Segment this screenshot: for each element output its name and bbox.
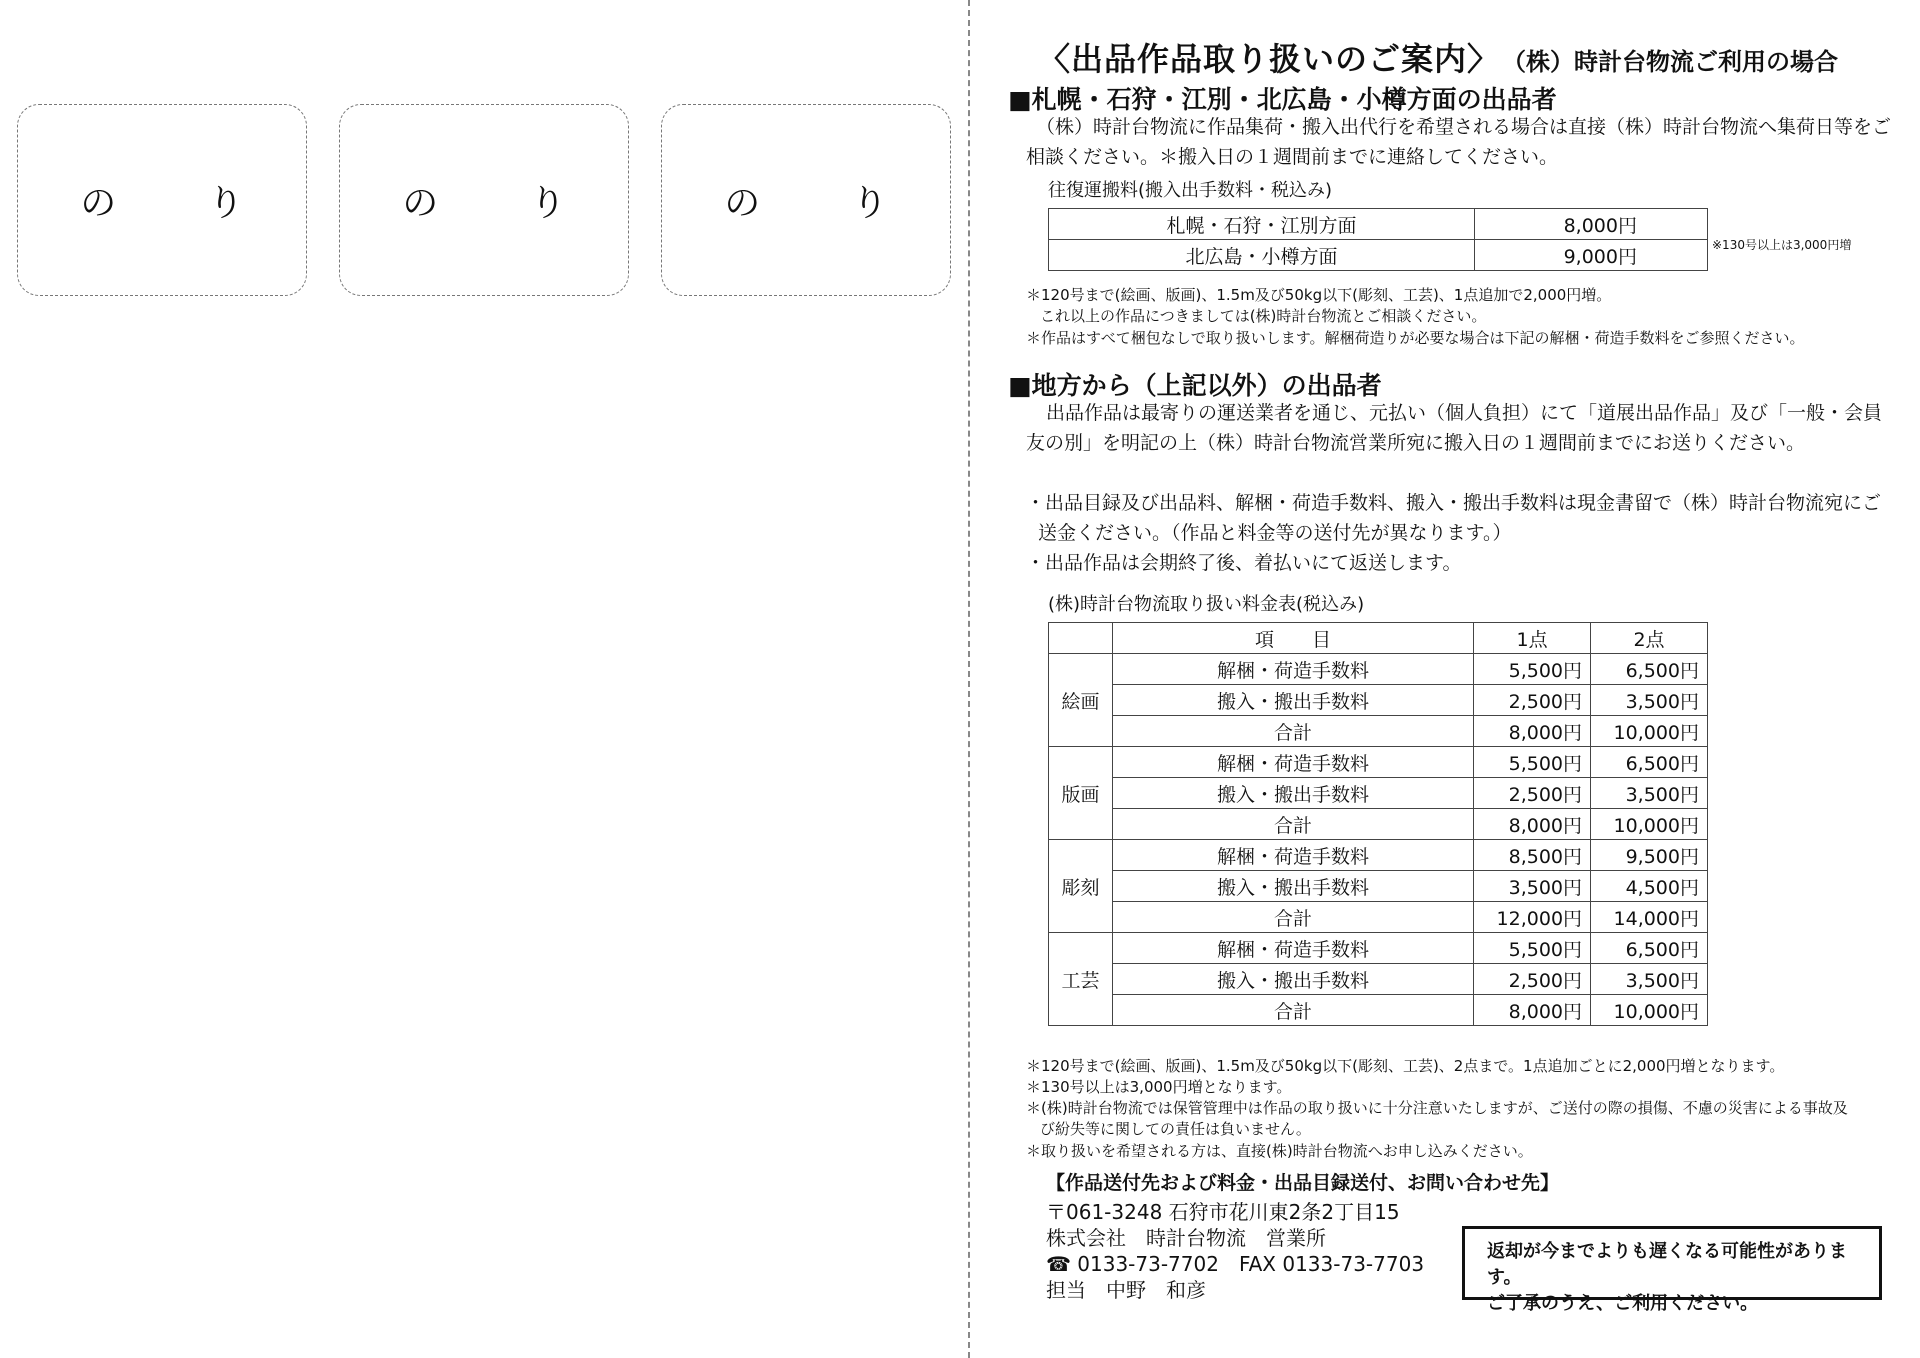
table-row <box>1049 871 1708 902</box>
title-sub: （株）時計台物流ご利用の場合 <box>1514 48 1839 76</box>
price-two-cell: 6,500円 <box>1591 747 1708 778</box>
table-row <box>1049 809 1708 840</box>
price-one-cell: 8,000円 <box>1474 716 1591 747</box>
item-cell: 合計 <box>1112 716 1473 747</box>
rate-note-2: ＊130号以上は3,000円増となります。 <box>1026 1078 1292 1096</box>
item-cell: 解梱・荷造手数料 <box>1112 840 1473 871</box>
fee-row <box>1049 209 1708 240</box>
contact-address: 〒061-3248 石狩市花川東2条2丁目15 <box>1046 1200 1400 1224</box>
section1-note-2: これ以上の作品につきましては(株)時計台物流とご相談ください。 <box>1040 307 1487 325</box>
page-title <box>1038 34 1838 80</box>
table-row <box>1049 995 1708 1026</box>
item-cell: 搬入・搬出手数料 <box>1112 778 1473 809</box>
corner-cell <box>1049 623 1113 654</box>
section2-body: 出品作品は最寄りの運送業者を通じ、元払い（個人負担）にて「道展出品作品」及び「一般・会員友の別」を明記の上（株）時計台物流営業所宛に搬入日の１週間前までにお送りください。 <box>1026 402 1883 454</box>
price-two-cell: 10,000円 <box>1591 995 1708 1026</box>
category-cell: 工芸 <box>1049 933 1113 1026</box>
fee-value: 9,000円 <box>1475 240 1708 271</box>
notice-line-2: ご了承のうえ、ご利用ください。 <box>1487 1293 1759 1314</box>
contact-phone: ☎ 0133-73-7702 FAX 0133-73-7703 <box>1046 1252 1425 1276</box>
item-cell: 搬入・搬出手数料 <box>1112 871 1473 902</box>
category-cell: 版画 <box>1049 747 1113 840</box>
fee-row <box>1049 240 1708 271</box>
table-row <box>1049 716 1708 747</box>
item-cell: 搬入・搬出手数料 <box>1112 964 1473 995</box>
section2-heading: ■地方から（上記以外）の出品者 <box>1008 371 1382 400</box>
item-cell: 解梱・荷造手数料 <box>1112 654 1473 685</box>
item-cell: 解梱・荷造手数料 <box>1112 933 1473 964</box>
rate-note-4: び紛失等に関しての責任は負いません。 <box>1040 1120 1311 1138</box>
header-one: 1点 <box>1474 623 1591 654</box>
section2-bullet-2: ・出品作品は会期終了後、着払いにて返送します。 <box>1026 552 1462 574</box>
item-cell: 搬入・搬出手数料 <box>1112 685 1473 716</box>
fee-caption: 往復運搬料(搬入出手数料・税込み) <box>1048 180 1333 201</box>
price-one-cell: 2,500円 <box>1474 685 1591 716</box>
rate-note-3: ＊(株)時計台物流では保管管理中は作品の取り扱いに十分注意いたしますが、ご送付の際の損傷、不慮の災害による事故及 <box>1026 1099 1848 1117</box>
item-cell: 合計 <box>1112 809 1473 840</box>
contact-heading: 【作品送付先および料金・出品目録送付、お問い合わせ先】 <box>1046 1172 1560 1194</box>
section1-note-1: ＊120号まで(絵画、版画)、1.5m及び50kg以下(彫刻、工芸)、1点追加で2,000円増。 <box>1026 286 1612 304</box>
notice-box <box>1462 1226 1882 1314</box>
rate-note-1: ＊120号まで(絵画、版画)、1.5m及び50kg以下(彫刻、工芸)、2点まで。1点追加ごとに2,000円増となります。 <box>1026 1057 1785 1075</box>
item-cell: 合計 <box>1112 902 1473 933</box>
rate-table-caption: (株)時計台物流取り扱い料金表(税込み) <box>1048 594 1365 615</box>
rate-note-5: ＊取り扱いを希望される方は、直接(株)時計台物流へお申し込みください。 <box>1026 1142 1533 1160</box>
section1-note-3: ＊作品はすべて梱包なしで取り扱いします。解梱荷造りが必要な場合は下記の解梱・荷造手数料をご参照ください。 <box>1026 329 1805 347</box>
price-one-cell: 5,500円 <box>1474 933 1591 964</box>
fee-area: 北広島・小樽方面 <box>1049 240 1475 271</box>
table-row <box>1049 964 1708 995</box>
price-one-cell: 2,500円 <box>1474 964 1591 995</box>
price-one-cell: 8,000円 <box>1474 809 1591 840</box>
price-two-cell: 3,500円 <box>1591 685 1708 716</box>
glue-label: の り <box>80 182 284 224</box>
fee-area: 札幌・石狩・江別方面 <box>1049 209 1475 240</box>
fee-side-note: ※130号以上は3,000円増 <box>1712 238 1852 252</box>
title-main: 〈出品作品取り扱いのご案内〉 <box>1038 40 1501 78</box>
section1-body: （株）時計台物流に作品集荷・搬入出代行を希望される場合は直接（株）時計台物流へ集荷日等をご相談ください。＊搬入日の１週間前までに連絡してください。 <box>1026 116 1892 168</box>
header-two: 2点 <box>1591 623 1708 654</box>
glue-label: の り <box>402 182 606 224</box>
price-two-cell: 10,000円 <box>1591 809 1708 840</box>
glue-area-1 <box>17 104 307 296</box>
price-one-cell: 3,500円 <box>1474 871 1591 902</box>
contact-company: 株式会社 時計台物流 営業所 <box>1046 1226 1326 1250</box>
glue-area-2 <box>339 104 629 296</box>
category-cell: 絵画 <box>1049 654 1113 747</box>
price-one-cell: 5,500円 <box>1474 654 1591 685</box>
table-row <box>1049 685 1708 716</box>
price-two-cell: 3,500円 <box>1591 964 1708 995</box>
table-row <box>1049 902 1708 933</box>
glue-area-3 <box>661 104 951 296</box>
item-cell: 解梱・荷造手数料 <box>1112 747 1473 778</box>
table-row <box>1049 654 1708 685</box>
price-two-cell: 6,500円 <box>1591 654 1708 685</box>
price-two-cell: 10,000円 <box>1591 716 1708 747</box>
price-one-cell: 2,500円 <box>1474 778 1591 809</box>
contact-person: 担当 中野 和彦 <box>1046 1278 1206 1302</box>
glue-label: の り <box>724 182 928 224</box>
price-two-cell: 14,000円 <box>1591 902 1708 933</box>
price-one-cell: 8,000円 <box>1474 995 1591 1026</box>
table-row <box>1049 778 1708 809</box>
rate-table-header <box>1049 623 1708 654</box>
header-item: 項 目 <box>1112 623 1473 654</box>
table-row <box>1049 840 1708 871</box>
fold-line <box>968 0 970 1358</box>
price-two-cell: 9,500円 <box>1591 840 1708 871</box>
price-one-cell: 5,500円 <box>1474 747 1591 778</box>
price-one-cell: 8,500円 <box>1474 840 1591 871</box>
category-cell: 彫刻 <box>1049 840 1113 933</box>
fee-table <box>1048 208 1708 271</box>
price-two-cell: 3,500円 <box>1591 778 1708 809</box>
item-cell: 合計 <box>1112 995 1473 1026</box>
table-row <box>1049 747 1708 778</box>
price-two-cell: 6,500円 <box>1591 933 1708 964</box>
section2-bullet-1: ・出品目録及び出品料、解梱・荷造手数料、搬入・搬出手数料は現金書留で（株）時計台物流宛にご送金ください。（作品と料金等の送付先が異なります。） <box>1026 492 1882 544</box>
section1-heading: ■札幌・石狩・江別・北広島・小樽方面の出品者 <box>1008 85 1557 114</box>
rate-table <box>1048 622 1708 1026</box>
table-row <box>1049 933 1708 964</box>
price-one-cell: 12,000円 <box>1474 902 1591 933</box>
fee-value: 8,000円 <box>1475 209 1708 240</box>
notice-line-1: 返却が今までよりも遅くなる可能性があります。 <box>1487 1241 1847 1288</box>
price-two-cell: 4,500円 <box>1591 871 1708 902</box>
